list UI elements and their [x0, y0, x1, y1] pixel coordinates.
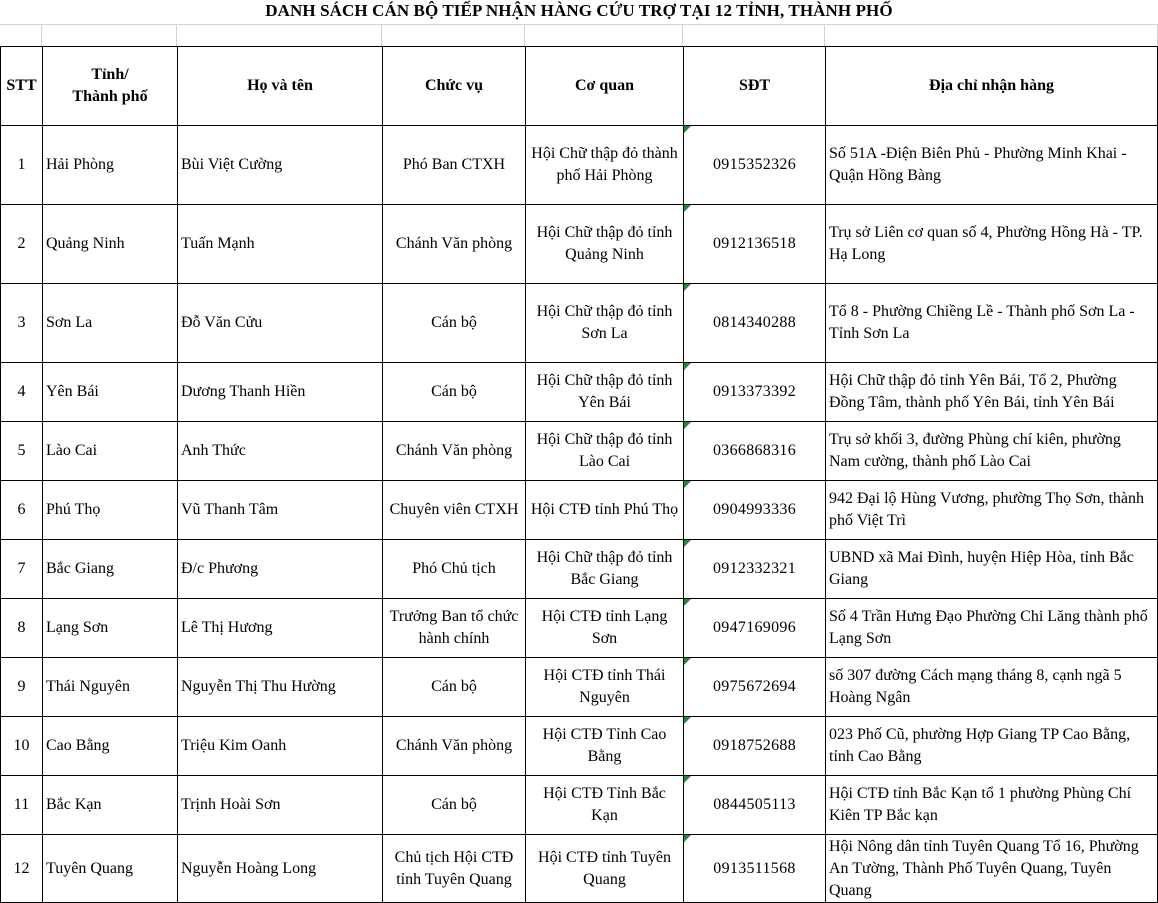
cell-address[interactable]: số 307 đường Cách mạng tháng 8, cạnh ngã 5 Hoàng Ngân — [826, 658, 1158, 717]
cell-marker-icon — [684, 540, 691, 547]
cell-position[interactable]: Chánh Văn phòng — [383, 422, 526, 481]
cell-stt[interactable]: 1 — [1, 126, 43, 205]
cell-marker-icon — [684, 363, 691, 370]
cell-position[interactable]: Cán bộ — [383, 776, 526, 835]
cell-phone-text: 0913373392 — [713, 383, 796, 400]
cell-marker-icon — [684, 599, 691, 606]
cell-province[interactable]: Tuyên Quang — [43, 835, 178, 903]
cell-phone[interactable] — [684, 658, 826, 717]
cell-address[interactable]: Hội Chữ thập đỏ tỉnh Yên Bái, Tổ 2, Phường Đồng Tâm, thành phố Yên Bái, tỉnh Yên Bái — [826, 363, 1158, 422]
cell-address[interactable]: Tổ 8 - Phường Chiềng Lề - Thành phố Sơn La - Tỉnh Sơn La — [826, 284, 1158, 363]
cell-position[interactable]: Cán bộ — [383, 284, 526, 363]
cell-name[interactable]: Tuấn Mạnh — [178, 205, 383, 284]
cell-province[interactable]: Hải Phòng — [43, 126, 178, 205]
cell-address[interactable]: Trụ sở khối 3, đường Phùng chí kiên, phường Nam cường, thành phố Lào Cai — [826, 422, 1158, 481]
cell-phone-text: 0904993336 — [713, 501, 796, 518]
cell-phone-text: 0912136518 — [713, 235, 796, 252]
cell-position[interactable]: Chủ tịch Hội CTĐ tỉnh Tuyên Quang — [383, 835, 526, 903]
header-agency[interactable]: Cơ quan — [526, 47, 684, 126]
cell-address[interactable]: Số 4 Trần Hưng Đạo Phường Chi Lăng thành phố Lạng Sơn — [826, 599, 1158, 658]
cell-position[interactable]: Phó Ban CTXH — [383, 126, 526, 205]
cell-province[interactable]: Thái Nguyên — [43, 658, 178, 717]
cell-position[interactable]: Cán bộ — [383, 363, 526, 422]
cell-position[interactable]: Trưởng Ban tổ chức hành chính — [383, 599, 526, 658]
cell-agency[interactable]: Hội Chữ thập đỏ tỉnh Quảng Ninh — [526, 205, 684, 284]
header-row — [1, 47, 1158, 126]
cell-name[interactable]: Triệu Kim Oanh — [178, 717, 383, 776]
cell-phone-text: 0844505113 — [713, 796, 796, 813]
cell-address[interactable]: 023 Phố Cũ, phường Hợp Giang TP Cao Bằng, tỉnh Cao Bằng — [826, 717, 1158, 776]
cell-address[interactable]: Trụ sở Liên cơ quan số 4, Phường Hồng Hà - TP. Hạ Long — [826, 205, 1158, 284]
cell-phone[interactable] — [684, 835, 826, 903]
cell-stt[interactable]: 11 — [1, 776, 43, 835]
cell-phone[interactable] — [684, 363, 826, 422]
cell-phone[interactable] — [684, 126, 826, 205]
cell-phone-text: 0915352326 — [713, 156, 796, 173]
staff-table — [0, 46, 1158, 903]
cell-stt[interactable]: 2 — [1, 205, 43, 284]
table-row — [1, 205, 1158, 284]
cell-phone-text: 0814340288 — [713, 314, 796, 331]
cell-position[interactable]: Chánh Văn phòng — [383, 717, 526, 776]
cell-agency[interactable]: Hội Chữ thập đỏ thành phố Hải Phòng — [526, 126, 684, 205]
cell-marker-icon — [684, 284, 691, 291]
cell-address[interactable]: UBND xã Mai Đình, huyện Hiệp Hòa, tỉnh Bắc Giang — [826, 540, 1158, 599]
table-row — [1, 776, 1158, 835]
cell-agency[interactable]: Hội CTĐ Tỉnh Cao Bằng — [526, 717, 684, 776]
cell-phone-text: 0947169096 — [713, 619, 796, 636]
cell-agency[interactable]: Hội CTĐ tỉnh Phú Thọ — [526, 481, 684, 540]
cell-agency[interactable]: Hội Chữ thập đỏ tỉnh Yên Bái — [526, 363, 684, 422]
blank-cell[interactable] — [177, 25, 382, 46]
table-row — [1, 126, 1158, 205]
cell-stt[interactable]: 8 — [1, 599, 43, 658]
cell-stt[interactable]: 12 — [1, 835, 43, 903]
cell-phone[interactable] — [684, 717, 826, 776]
cell-name[interactable]: Nguyễn Hoàng Long — [178, 835, 383, 903]
cell-name[interactable]: Nguyễn Thị Thu Hường — [178, 658, 383, 717]
cell-phone[interactable] — [684, 481, 826, 540]
table-row — [1, 717, 1158, 776]
cell-phone-text: 0913511568 — [713, 859, 796, 877]
cell-phone[interactable] — [684, 540, 826, 599]
cell-address[interactable]: Hội Nông dân tỉnh Tuyên Quang Tổ 16, Phường An Tường, Thành Phố Tuyên Quang, Tuyên Quang — [826, 835, 1158, 903]
cell-phone[interactable] — [684, 284, 826, 363]
title-row[interactable] — [0, 0, 1158, 25]
cell-phone[interactable] — [684, 422, 826, 481]
cell-province[interactable]: Sơn La — [43, 284, 178, 363]
cell-stt[interactable]: 9 — [1, 658, 43, 717]
cell-stt[interactable]: 6 — [1, 481, 43, 540]
table-row — [1, 422, 1158, 481]
cell-province[interactable]: Cao Bằng — [43, 717, 178, 776]
header-address[interactable]: Địa chỉ nhận hàng — [826, 47, 1158, 126]
blank-cell[interactable] — [42, 25, 177, 46]
header-province[interactable] — [43, 47, 178, 126]
cell-marker-icon — [684, 205, 691, 212]
header-name[interactable]: Họ và tên — [178, 47, 383, 126]
header-province-line2: Thành phố — [72, 88, 148, 105]
table-row — [1, 363, 1158, 422]
cell-marker-icon — [684, 835, 691, 842]
cell-name[interactable]: Lê Thị Hương — [178, 599, 383, 658]
table-row — [1, 540, 1158, 599]
blank-cell[interactable] — [825, 25, 1158, 46]
cell-name[interactable]: Vũ Thanh Tâm — [178, 481, 383, 540]
cell-province[interactable]: Bắc Giang — [43, 540, 178, 599]
cell-marker-icon — [684, 126, 691, 133]
blank-cell[interactable] — [525, 25, 683, 46]
page-title: DANH SÁCH CÁN BỘ TIẾP NHẬN HÀNG CỨU TRỢ TẠI 12 TỈNH, THÀNH PHỐ — [265, 1, 893, 20]
table-row — [1, 835, 1158, 903]
cell-position[interactable]: Chuyên viên CTXH — [383, 481, 526, 540]
header-phone[interactable]: SĐT — [684, 47, 826, 126]
blank-cell[interactable] — [382, 25, 525, 46]
cell-agency[interactable]: Hội CTĐ tỉnh Lạng Sơn — [526, 599, 684, 658]
cell-marker-icon — [684, 717, 691, 724]
cell-agency[interactable]: Hội CTĐ tỉnh Thái Nguyên — [526, 658, 684, 717]
cell-agency[interactable]: Hội Chữ thập đỏ tỉnh Sơn La — [526, 284, 684, 363]
cell-position[interactable]: Chánh Văn phòng — [383, 205, 526, 284]
cell-stt[interactable]: 4 — [1, 363, 43, 422]
cell-address[interactable]: 942 Đại lộ Hùng Vương, phường Thọ Sơn, thành phố Việt Trì — [826, 481, 1158, 540]
cell-name[interactable]: Bùi Việt Cường — [178, 126, 383, 205]
cell-phone[interactable] — [684, 205, 826, 284]
cell-position[interactable]: Phó Chủ tịch — [383, 540, 526, 599]
cell-phone-text: 0912332321 — [713, 560, 796, 577]
blank-cell[interactable] — [0, 25, 42, 46]
cell-name[interactable]: Trịnh Hoài Sơn — [178, 776, 383, 835]
cell-province[interactable]: Phú Thọ — [43, 481, 178, 540]
cell-phone-text: 0975672694 — [713, 678, 796, 695]
table-row — [1, 481, 1158, 540]
cell-name[interactable]: Dương Thanh Hiền — [178, 363, 383, 422]
cell-name[interactable]: Anh Thức — [178, 422, 383, 481]
header-province-line1: Tỉnh/ — [91, 66, 129, 83]
table-row — [1, 599, 1158, 658]
cell-phone[interactable] — [684, 599, 826, 658]
cell-province[interactable]: Lạng Sơn — [43, 599, 178, 658]
cell-province[interactable]: Quảng Ninh — [43, 205, 178, 284]
cell-province[interactable]: Yên Bái — [43, 363, 178, 422]
cell-marker-icon — [684, 658, 691, 665]
cell-address[interactable]: Hội CTĐ tỉnh Bắc Kạn tổ 1 phường Phùng Chí Kiên TP Bắc kạn — [826, 776, 1158, 835]
cell-stt[interactable]: 7 — [1, 540, 43, 599]
cell-stt[interactable]: 10 — [1, 717, 43, 776]
cell-phone[interactable] — [684, 776, 826, 835]
cell-agency[interactable]: Hội Chữ thập đỏ tỉnh Bắc Giang — [526, 540, 684, 599]
cell-marker-icon — [684, 481, 691, 488]
cell-name[interactable]: Đỗ Văn Cửu — [178, 284, 383, 363]
cell-agency[interactable]: Hội Chữ thập đỏ tỉnh Lào Cai — [526, 422, 684, 481]
cell-marker-icon — [684, 776, 691, 783]
blank-row[interactable] — [0, 25, 1158, 47]
cell-stt[interactable]: 5 — [1, 422, 43, 481]
header-position[interactable]: Chức vụ — [383, 47, 526, 126]
header-stt[interactable]: STT — [1, 47, 43, 126]
cell-agency[interactable]: Hội CTĐ Tỉnh Bắc Kạn — [526, 776, 684, 835]
cell-stt[interactable]: 3 — [1, 284, 43, 363]
cell-address[interactable]: Số 51A -Điện Biên Phủ - Phường Minh Khai - Quận Hồng Bàng — [826, 126, 1158, 205]
cell-phone-text: 0366868316 — [713, 442, 796, 459]
cell-marker-icon — [684, 422, 691, 429]
cell-position[interactable]: Cán bộ — [383, 658, 526, 717]
cell-name[interactable]: Đ/c Phương — [178, 540, 383, 599]
table-row — [1, 284, 1158, 363]
cell-province[interactable]: Bắc Kạn — [43, 776, 178, 835]
blank-cell[interactable] — [683, 25, 825, 46]
cell-province[interactable]: Lào Cai — [43, 422, 178, 481]
table-row — [1, 658, 1158, 717]
cell-agency[interactable]: Hội CTĐ tỉnh Tuyên Quang — [526, 835, 684, 903]
cell-phone-text: 0918752688 — [713, 737, 796, 754]
